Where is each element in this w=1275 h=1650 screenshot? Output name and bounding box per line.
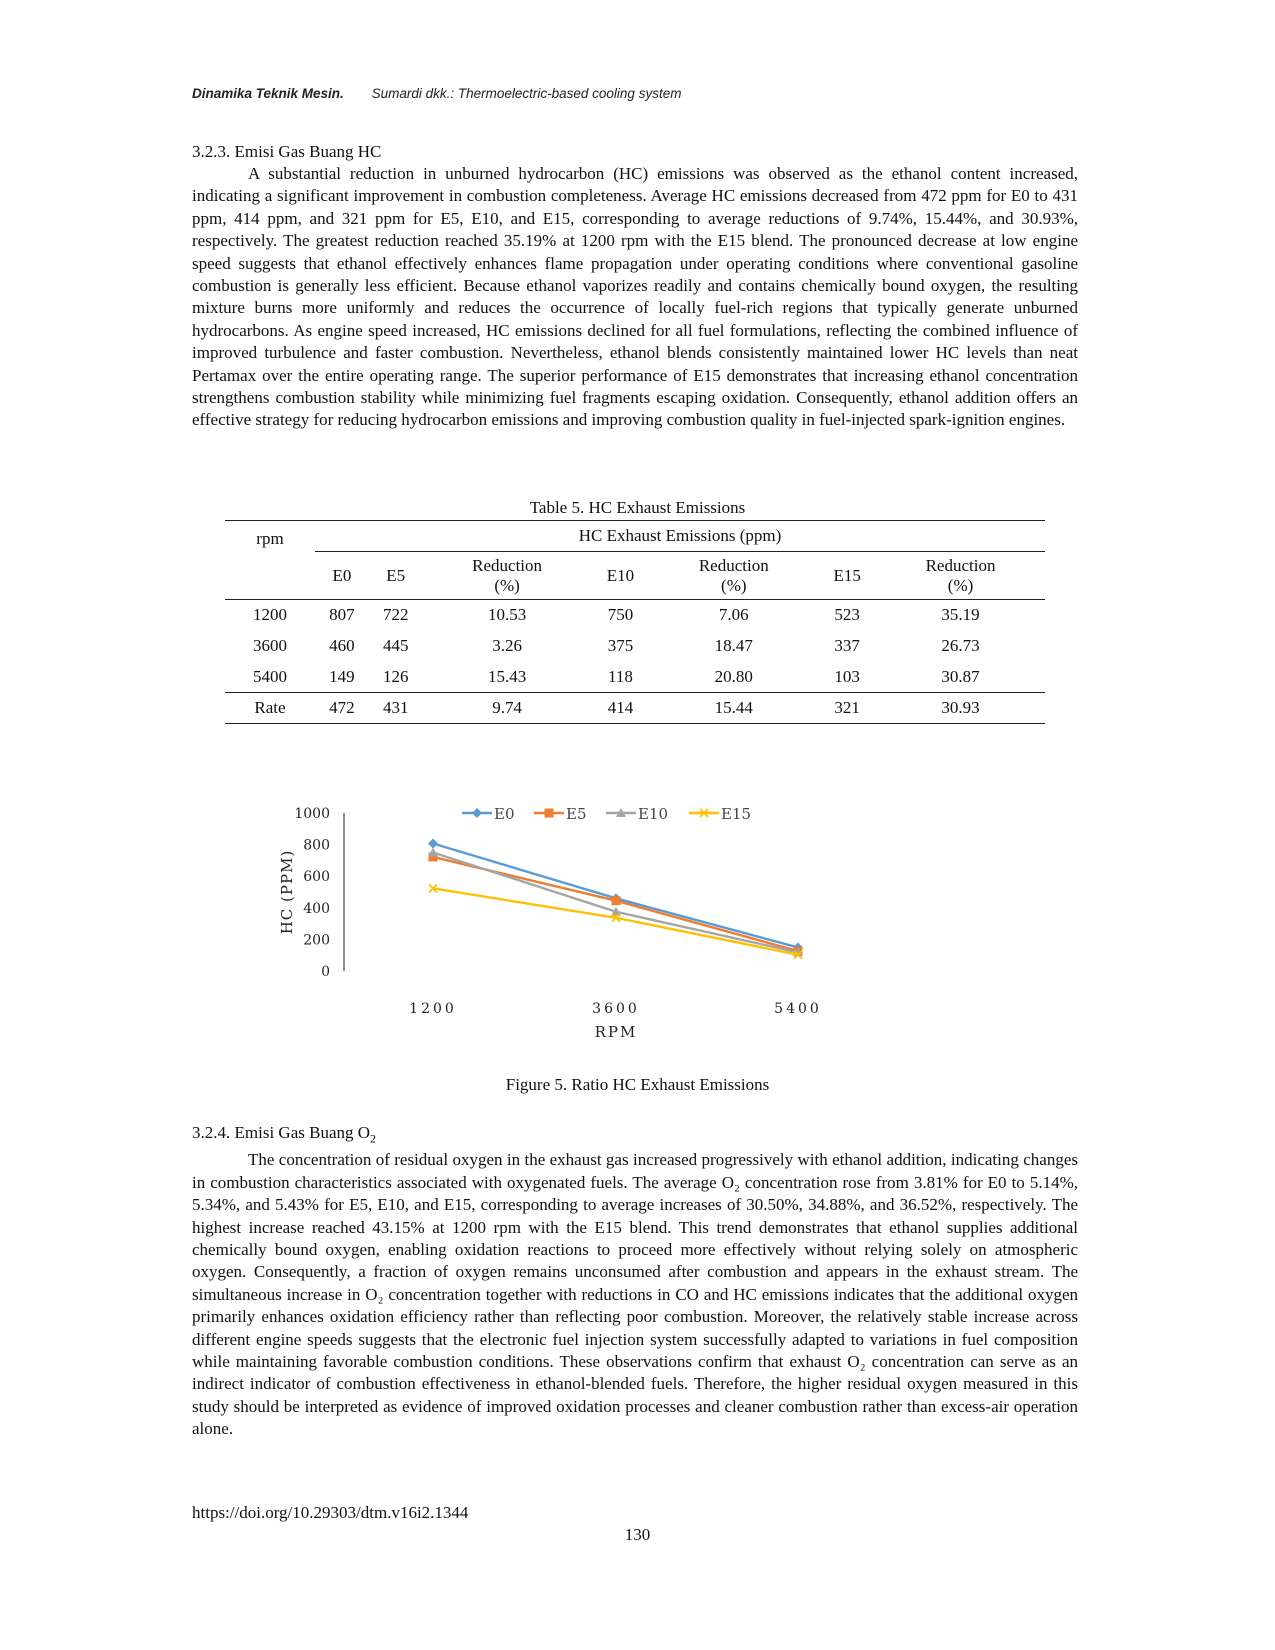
hc-emissions-line-chart xyxy=(280,805,860,1055)
journal-name: Dinamika Teknik Mesin. xyxy=(192,86,344,101)
table-header-e10: E10 xyxy=(592,552,650,600)
table-row xyxy=(225,600,1045,631)
legend-label: E10 xyxy=(638,805,669,823)
figure-caption: Figure 5. Ratio HC Exhaust Emissions xyxy=(505,1075,770,1094)
table-header-reduction-e10 xyxy=(649,552,818,600)
table-cell: 35.19 xyxy=(941,605,980,625)
table-header-rpm: rpm xyxy=(225,521,315,600)
table-row-label: 5400 xyxy=(253,666,287,686)
table-cell: 3.26 xyxy=(492,636,522,655)
table-cell: 321 xyxy=(818,693,876,724)
table-cell: 20.80 xyxy=(714,666,753,686)
table-cell: 750 xyxy=(607,605,634,625)
y-axis-title: HC (PPM) xyxy=(278,849,296,935)
legend-label: E5 xyxy=(566,805,587,823)
x-tick-label: 1200 xyxy=(409,1001,457,1017)
table-cell: 10.53 xyxy=(487,605,527,625)
table-header-e5: E5 xyxy=(369,552,423,600)
table-cell: 15.43 xyxy=(487,666,527,686)
table-header-reduction-e5 xyxy=(423,552,592,600)
reduction-label: Reduction (%) xyxy=(472,555,543,595)
table-group-header: HC Exhaust Emissions (ppm) xyxy=(315,521,1045,552)
table-cell: 523 xyxy=(834,605,860,625)
table-cell: 460 xyxy=(329,636,355,655)
series-point xyxy=(472,808,482,818)
table-group-header-row xyxy=(225,521,1045,552)
series-point xyxy=(545,809,554,818)
heading-o2-subscript: 2 xyxy=(370,1131,377,1146)
table-row xyxy=(225,693,1045,724)
section-o2-emissions xyxy=(192,1122,1078,1441)
table-cell: 9.74 xyxy=(423,693,592,724)
table-cell: 149 xyxy=(329,666,355,686)
table-cell: 118 xyxy=(608,666,633,686)
table-cell: 472 xyxy=(315,693,369,724)
table-cell: 807 xyxy=(329,605,355,625)
x-tick-label: 5400 xyxy=(774,1001,822,1017)
hc-emissions-table xyxy=(225,520,1045,724)
paragraph-hc: A substantial reduction in unburned hydrocarbon (HC) emissions was observed as the ethanol content increased, indicating a significant improvement in combustion completeness. Average HC emissions decreased from 472 ppm for E0 to 431 ppm, 414 ppm, and 321 ppm for E5, E10, and E15, corresponding to average reductions of 9.74%, 15.44%, and 30.93%, respectively. The greatest reduction reached 35.19% at 1200 rpm with the E15 blend. The pronounced decrease at low engine speed suggests that ethanol effectively enhances flame propagation under operating conditions where conventional gasoline combustion is generally less efficient. Because ethanol vaporizes readily and contains chemically bound oxygen, the resulting mixture burns more uniformly and reduces the occurrence of locally fuel-rich regions that typically generate unburned hydrocarbons. As engine speed increased, HC emissions declined for all fuel formulations, reflecting the combined influence of improved turbulence and faster combustion. Nevertheless, ethanol blends consistently maintained lower HC levels than neat Pertamax over the entire operating range. The superior performance of E15 demonstrates that increasing ethanol concentration strengthens combustion stability while minimizing fuel fragments escaping oxidation. Consequently, ethanol addition offers an effective strategy for reducing hydrocarbon emissions and improving combustion quality in fuel-injected spark-ignition engines. xyxy=(192,164,1078,430)
table-cell: 375 xyxy=(607,636,634,655)
heading-o2-text: 3.2.4. Emisi Gas Buang O xyxy=(192,1123,371,1142)
table-cell: 126 xyxy=(382,666,409,686)
table-header-e0: E0 xyxy=(315,552,369,600)
y-tick-label: 200 xyxy=(303,932,330,949)
table-row-label: 1200 xyxy=(253,605,287,625)
running-header xyxy=(192,86,681,101)
section-heading-o2 xyxy=(192,1122,1078,1149)
doi-link[interactable]: https://doi.org/10.29303/dtm.v16i2.1344 xyxy=(192,1503,469,1522)
y-tick-label: 600 xyxy=(303,869,330,886)
page-number: 130 xyxy=(624,1525,651,1544)
table-cell: 30.93 xyxy=(876,693,1045,724)
legend-label: E0 xyxy=(494,805,515,823)
table-body xyxy=(225,600,1045,724)
table-cell: 15.44 xyxy=(649,693,818,724)
table-cell: 18.47 xyxy=(714,636,753,655)
series-point xyxy=(428,848,438,857)
reduction-label: Reduction (%) xyxy=(925,555,996,595)
series-point xyxy=(428,838,438,848)
table-row-label: Rate xyxy=(225,693,315,724)
table-cell: 26.73 xyxy=(941,636,980,655)
y-tick-label: 0 xyxy=(321,964,330,980)
section-heading-hc: 3.2.3. Emisi Gas Buang HC xyxy=(192,142,382,161)
table-header-e15: E15 xyxy=(818,552,876,600)
table-cell: 103 xyxy=(834,666,860,686)
table-cell: 722 xyxy=(382,605,409,625)
y-tick-label: 800 xyxy=(303,837,330,854)
y-tick-label: 1000 xyxy=(294,806,330,822)
x-tick-label: 3600 xyxy=(592,1001,640,1017)
y-tick-label: 400 xyxy=(303,900,330,917)
table-row xyxy=(225,662,1045,693)
table-row xyxy=(225,631,1045,662)
reduction-label: Reduction (%) xyxy=(698,555,769,595)
table-header-reduction-e15 xyxy=(876,552,1045,600)
legend-label: E15 xyxy=(721,805,752,823)
table-cell: 431 xyxy=(369,693,423,724)
section-hc-emissions xyxy=(192,141,1078,432)
paragraph-o2: The concentration of residual oxygen in the exhaust gas increased progressively with ethanol addition, indicating changes in combustion characteristics associated with oxygenated fuels. The average O₂ concentration rose from 3.81% for E0 to 5.14%, 5.34%, and 5.43% for E5, E10, and E15, corresponding to average increases of 30.50%, 34.88%, and 36.52%, respectively. The highest increase reached 43.15% at 1200 rpm with the E15 blend. This trend demonstrates that ethanol supplies additional chemically bound oxygen, enabling oxidation reactions to proceed more effectively without relying solely on atmospheric oxygen. Consequently, a fraction of oxygen remains unconsumed after combustion and appears in the exhaust stream. The simultaneous increase in O₂ concentration together with reductions in CO and HC emissions indicates that the additional oxygen primarily enhances oxidation efficiency rather than reflecting poor combustion. Moreover, the relatively stable increase across different engine speeds suggests that the electronic fuel injection system successfully adapted to variations in fuel composition while maintaining favorable combustion conditions. These observations confirm that exhaust O₂ concentration can serve as an indirect indicator of combustion effectiveness in ethanol-blended fuels. Therefore, the higher residual oxygen measured in this study should be interpreted as evidence of improved oxidation processes and cleaner combustion rather than excess-air operation alone. xyxy=(192,1150,1078,1439)
table-cell: 30.87 xyxy=(941,666,980,686)
table-column-header-row xyxy=(225,552,1045,600)
table-row-label: 3600 xyxy=(253,636,287,655)
table-caption: Table 5. HC Exhaust Emissions xyxy=(529,498,746,517)
table-cell: 414 xyxy=(592,693,650,724)
table-cell: 445 xyxy=(382,636,409,655)
authors-title: Sumardi dkk.: Thermoelectric-based cooling system xyxy=(371,86,682,101)
table-cell: 7.06 xyxy=(718,605,749,625)
x-axis-title: RPM xyxy=(594,1023,638,1041)
series-point xyxy=(612,896,621,905)
table-cell: 337 xyxy=(834,636,860,655)
